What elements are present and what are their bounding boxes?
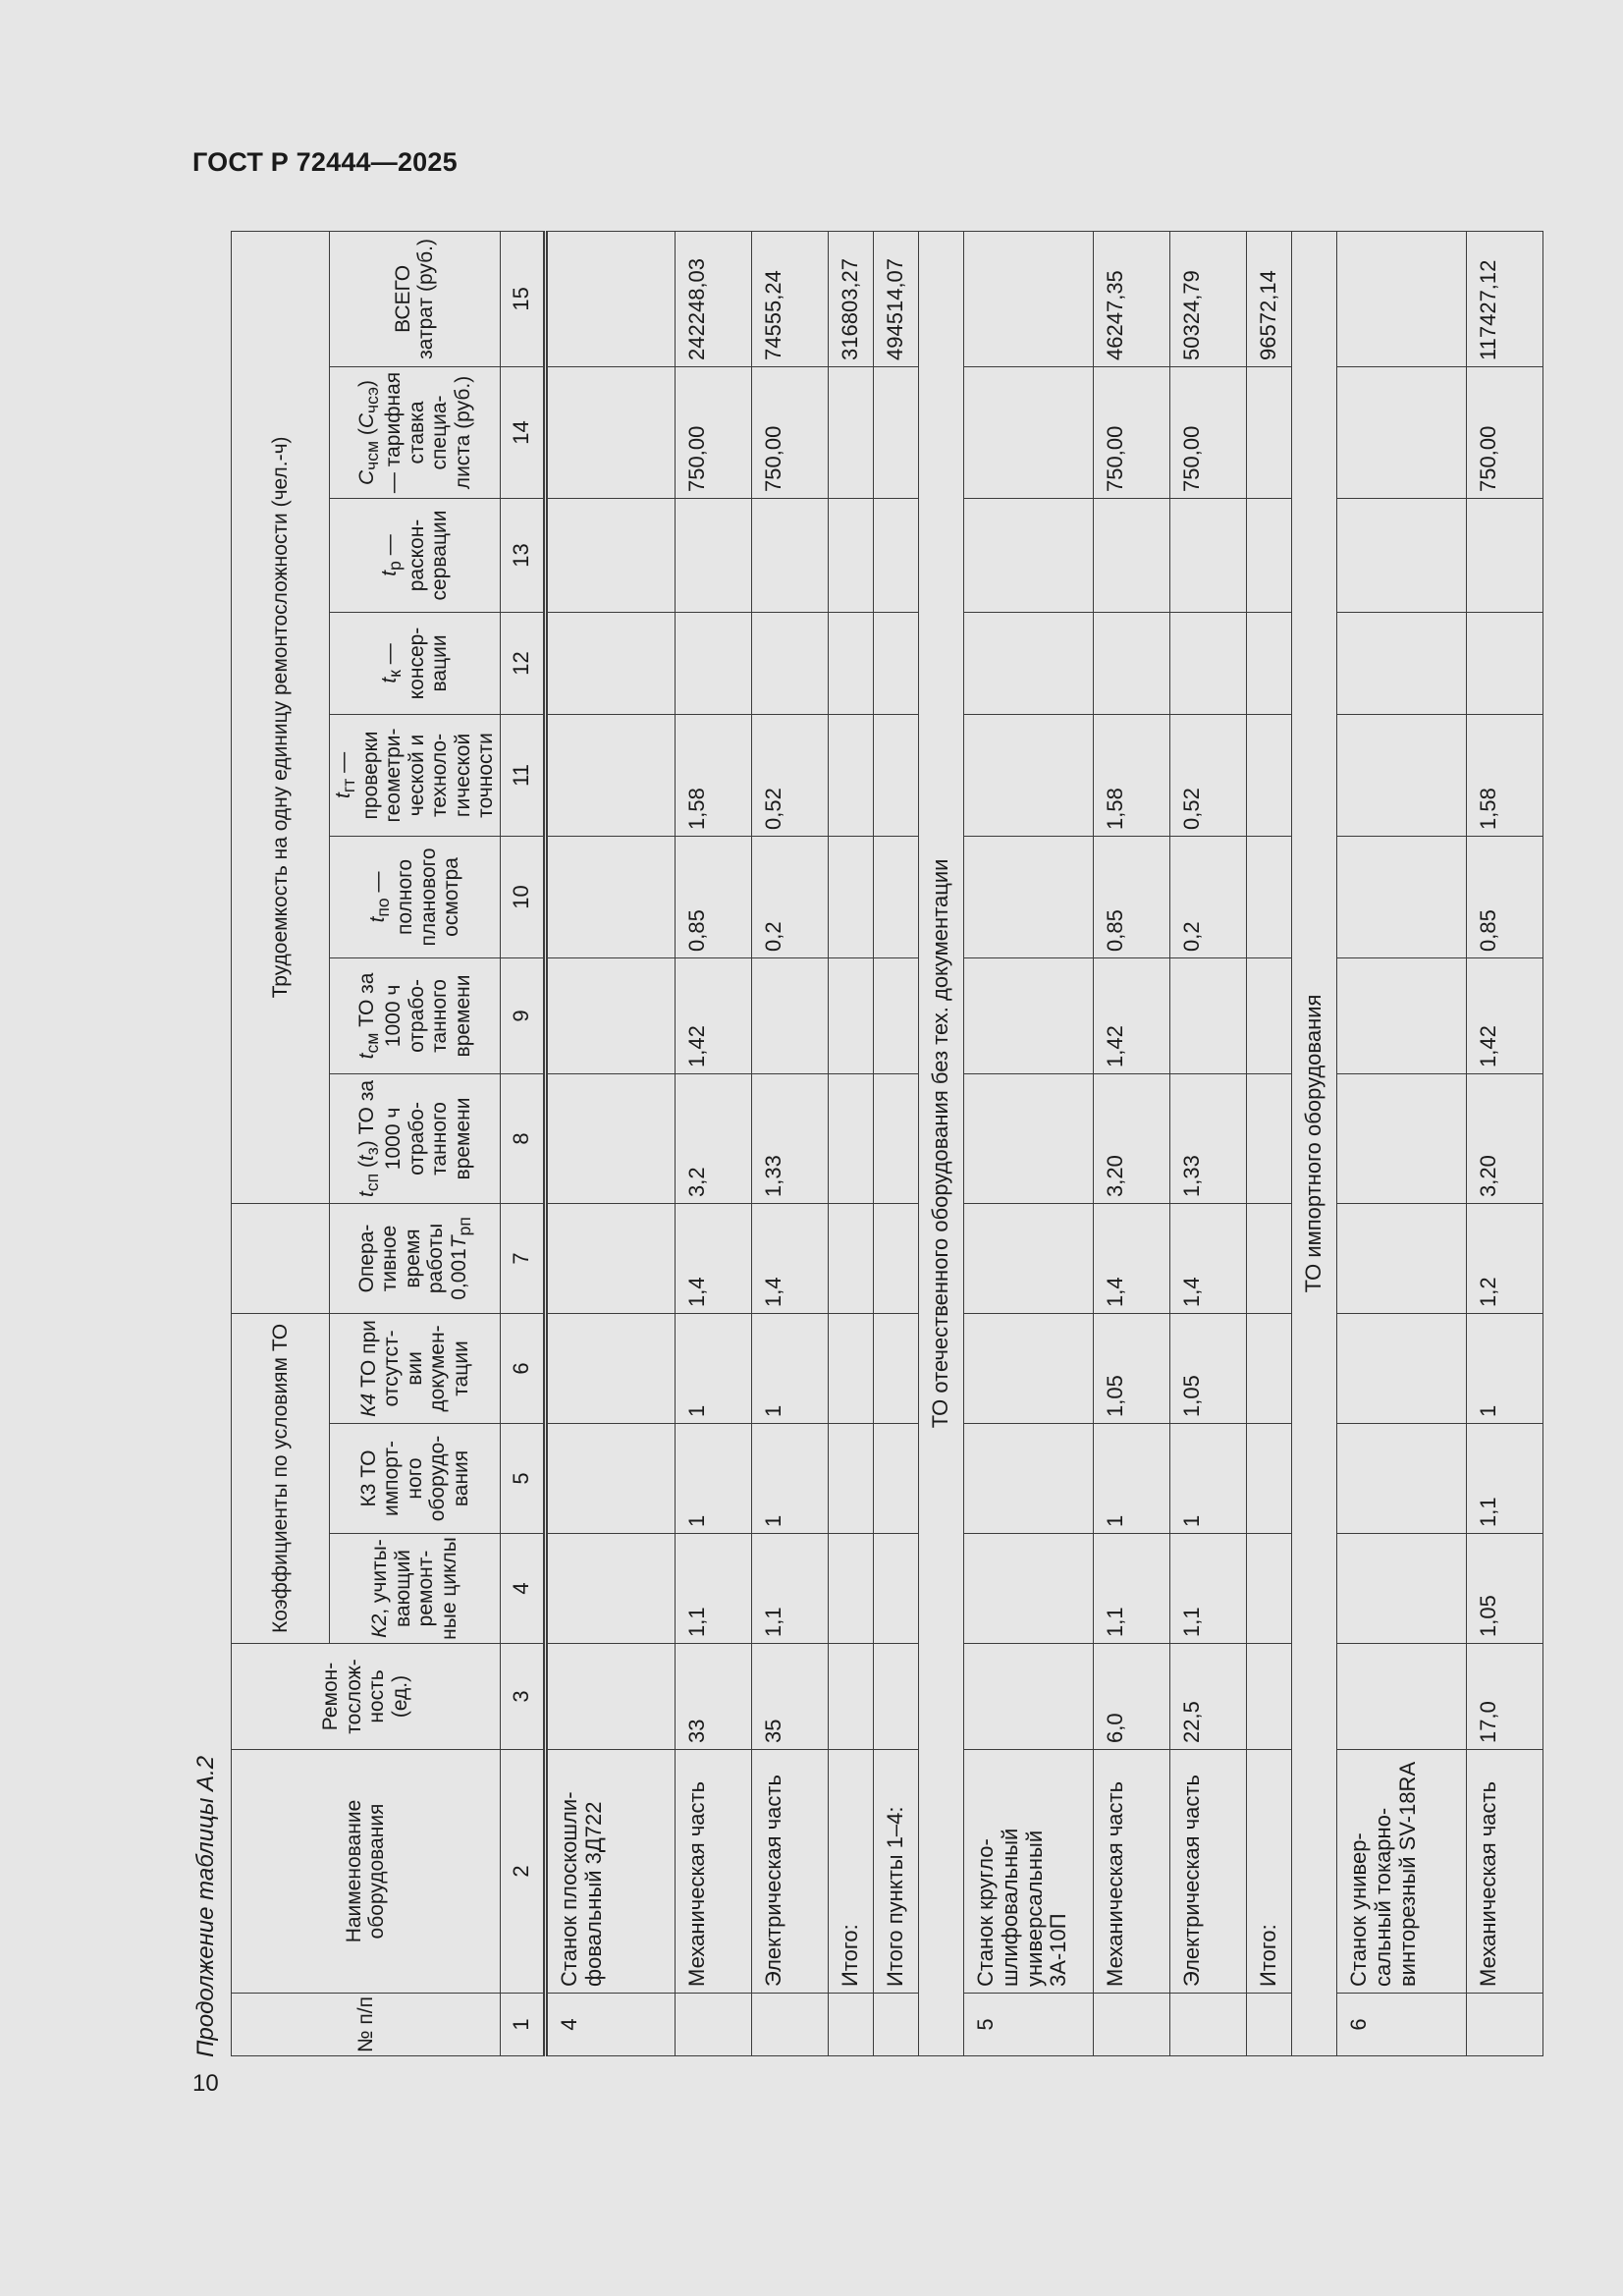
equipment-name: Механическая часть [1093,1750,1169,1994]
value-cell: 494514,07 [873,231,918,366]
table-row [1169,231,1246,2055]
column-number-row [500,231,545,2055]
value-cell [963,1644,1093,1750]
value-cell [963,498,1093,612]
value-cell [675,498,751,612]
value-cell [963,836,1093,957]
value-cell [1093,612,1169,714]
value-cell [963,1534,1093,1644]
value-cell: 6,0 [1093,1644,1169,1750]
header-c14: $С_{чсм}$ $(С_{чсэ})$ — тарифная ставка специа-листа (руб.) [330,366,501,498]
header-c9: $t_{см}$ ТО за 1000 ч отрабо-танного времени [330,957,501,1073]
value-cell: 117427,12 [1466,231,1542,366]
value-cell [1246,366,1291,498]
value-cell [873,366,918,498]
value-cell: 1,05 [1466,1534,1542,1644]
value-cell: 50324,79 [1169,231,1246,366]
value-cell: 750,00 [751,366,828,498]
value-cell [828,1534,873,1644]
value-cell: 1,58 [675,714,751,836]
value-cell [828,957,873,1073]
value-cell [1246,498,1291,612]
value-cell [1336,231,1466,366]
column-number: 3 [500,1644,545,1750]
header-labor-group: Трудоемкость на одну единицу ремонтосложности (чел.-ч) [232,231,330,1203]
value-cell [1246,836,1291,957]
value-cell [873,1644,918,1750]
value-cell [1336,498,1466,612]
value-cell [1169,957,1246,1073]
value-cell: 74555,24 [751,231,828,366]
value-cell [963,1073,1093,1203]
value-cell: 0,85 [1466,836,1542,957]
value-cell [751,957,828,1073]
value-cell [545,1424,675,1534]
header-k3: К3 ТО импорт-ного оборудо-вания [330,1424,501,1534]
rotated-table-container [231,232,1498,2056]
value-cell [1336,957,1466,1073]
value-cell: 22,5 [1169,1644,1246,1750]
row-number [1093,1994,1169,2056]
equipment-name: Станок плоскошли-фовальный 3Д722 [545,1750,675,1994]
value-cell [1336,714,1466,836]
value-cell [828,1424,873,1534]
column-number: 6 [500,1313,545,1423]
value-cell: 1,4 [1093,1203,1169,1313]
value-cell: 17,0 [1466,1644,1542,1750]
value-cell [963,1424,1093,1534]
section-title: ТО импортного оборудования [1291,231,1336,2055]
table-row [1093,231,1169,2055]
value-cell [1169,612,1246,714]
value-cell: 1,58 [1466,714,1542,836]
value-cell [963,1313,1093,1423]
value-cell: 1,1 [1093,1534,1169,1644]
value-cell [963,366,1093,498]
value-cell [1246,1313,1291,1423]
row-number: 6 [1336,1994,1466,2056]
value-cell: 0,52 [751,714,828,836]
column-number: 9 [500,957,545,1073]
value-cell [873,1073,918,1203]
value-cell: 1,42 [1466,957,1542,1073]
value-cell [1246,612,1291,714]
value-cell: 316803,27 [828,231,873,366]
value-cell [1336,366,1466,498]
value-cell: 1 [675,1424,751,1534]
value-cell: 1 [1093,1424,1169,1534]
page-number: 10 [192,2070,219,2097]
row-number [1466,1994,1542,2056]
value-cell: 1,42 [675,957,751,1073]
equipment-name: Станок универ-сальный токарно-винторезный SV-18RA [1336,1750,1466,1994]
value-cell [873,1313,918,1423]
table-row [1466,231,1542,2055]
value-cell [1466,612,1542,714]
column-number: 2 [500,1750,545,1994]
header-c12: $t_к$ — консер-вации [330,612,501,714]
value-cell: 1 [675,1313,751,1423]
value-cell: 3,20 [1093,1073,1169,1203]
value-cell: 0,2 [1169,836,1246,957]
value-cell [545,1203,675,1313]
value-cell: 1,33 [1169,1073,1246,1203]
value-cell [963,714,1093,836]
value-cell [1246,714,1291,836]
value-cell [828,1644,873,1750]
column-number: 1 [500,1994,545,2056]
value-cell: 33 [675,1644,751,1750]
value-cell [873,836,918,957]
value-cell [963,231,1093,366]
value-cell [545,1313,675,1423]
value-cell [963,1203,1093,1313]
value-cell [1246,1534,1291,1644]
value-cell: 1,33 [751,1073,828,1203]
value-cell [545,836,675,957]
value-cell [1336,1203,1466,1313]
value-cell [1336,1534,1466,1644]
header-coefficients-group: Коэффициенты по условиям ТО [232,1313,330,1643]
value-cell [873,714,918,836]
value-cell [545,1073,675,1203]
header-operative-time: Опера-тивное время работы $0,001Т_{рп}$ [330,1203,501,1313]
table-caption: Продолжение таблицы А.2 [192,1755,219,2057]
section-row [918,231,963,2055]
value-cell: 3,20 [1466,1073,1542,1203]
value-cell [545,1534,675,1644]
value-cell: 96572,14 [1246,231,1291,366]
header-c15: ВСЕГО затрат (руб.) [330,231,501,366]
section-row [1291,231,1336,2055]
value-cell: 0,85 [675,836,751,957]
row-number [1169,1994,1246,2056]
value-cell [751,498,828,612]
table-row [545,231,675,2055]
header-complexity: Ремон-тослож-ность (ед.) [232,1644,501,1750]
value-cell: 750,00 [1169,366,1246,498]
value-cell [828,714,873,836]
value-cell: 1 [1466,1313,1542,1423]
value-cell [1246,957,1291,1073]
header-spacer [232,1203,330,1313]
value-cell: 1 [1169,1424,1246,1534]
equipment-name: Итого: [828,1750,873,1994]
column-number: 5 [500,1424,545,1534]
table-row [675,231,751,2055]
value-cell [963,612,1093,714]
table-row [963,231,1093,2055]
value-cell: 242248,03 [675,231,751,366]
value-cell [828,366,873,498]
value-cell [1336,1073,1466,1203]
value-cell [1336,1313,1466,1423]
value-cell: 750,00 [675,366,751,498]
section-title: ТО отечественного оборудования без тех. документации [918,231,963,2055]
value-cell [1246,1203,1291,1313]
value-cell [1246,1644,1291,1750]
value-cell [1336,836,1466,957]
equipment-maintenance-table [231,231,1543,2056]
row-number [873,1994,918,2056]
value-cell: 1,2 [1466,1203,1542,1313]
header-c13: $t_р$ — раскон-сервации [330,498,501,612]
equipment-name: Итого: [1246,1750,1291,1994]
value-cell [1336,612,1466,714]
value-cell: 1,05 [1169,1313,1246,1423]
value-cell: 1,58 [1093,714,1169,836]
value-cell [873,957,918,1073]
value-cell [873,498,918,612]
value-cell [873,1424,918,1534]
value-cell [545,366,675,498]
value-cell [1336,1424,1466,1534]
value-cell [963,957,1093,1073]
value-cell [675,612,751,714]
row-number [828,1994,873,2056]
value-cell: 1,05 [1093,1313,1169,1423]
value-cell: 0,52 [1169,714,1246,836]
table-row [1246,231,1291,2055]
equipment-name: Итого пункты 1–4: [873,1750,918,1994]
value-cell: 1,1 [1169,1534,1246,1644]
value-cell [828,1073,873,1203]
header-num: № п/п [232,1994,501,2056]
document-header: ГОСТ Р 72444—2025 [192,147,458,177]
equipment-name: Механическая часть [675,1750,751,1994]
value-cell [873,612,918,714]
value-cell [828,612,873,714]
equipment-name: Электрическая часть [751,1750,828,1994]
column-number: 10 [500,836,545,957]
value-cell: 750,00 [1093,366,1169,498]
value-cell [1246,1424,1291,1534]
value-cell [545,498,675,612]
row-number: 5 [963,1994,1093,2056]
column-number: 15 [500,231,545,366]
column-number: 14 [500,366,545,498]
table-row [1336,231,1466,2055]
value-cell [545,957,675,1073]
value-cell: 0,2 [751,836,828,957]
column-number: 13 [500,498,545,612]
value-cell [751,612,828,714]
header-name: Наименование оборудования [232,1750,501,1994]
row-number [675,1994,751,2056]
value-cell: 1,4 [1169,1203,1246,1313]
row-number [751,1994,828,2056]
value-cell [828,1203,873,1313]
value-cell [873,1203,918,1313]
row-number [1246,1994,1291,2056]
value-cell: 0,85 [1093,836,1169,957]
value-cell: 1 [751,1424,828,1534]
value-cell: 1,1 [675,1534,751,1644]
value-cell [873,1534,918,1644]
value-cell [828,498,873,612]
value-cell: 1,4 [675,1203,751,1313]
equipment-name: Станок кругло-шлифовальный универсальный 3А-10П [963,1750,1093,1994]
value-cell: 1,1 [1466,1424,1542,1534]
value-cell [545,612,675,714]
value-cell: 1 [751,1313,828,1423]
value-cell [1169,498,1246,612]
header-k2: К2, учиты-вающий ремонт-ные циклы [330,1534,501,1644]
column-number: 11 [500,714,545,836]
value-cell: 35 [751,1644,828,1750]
column-number: 8 [500,1073,545,1203]
value-cell: 1,42 [1093,957,1169,1073]
header-k4: К4 ТО при отсутст-вии докумен-тации [330,1313,501,1423]
value-cell [828,1313,873,1423]
equipment-name: Электрическая часть [1169,1750,1246,1994]
table-body [545,231,1542,2055]
column-number: 7 [500,1203,545,1313]
header-c10: $t_{по}$ — полного планового осмотра [330,836,501,957]
row-number: 4 [545,1994,675,2056]
header-c8: $t_{сп}$ $(t_з)$ ТО за 1000 ч отрабо-танного времени [330,1073,501,1203]
value-cell [545,1644,675,1750]
column-number: 12 [500,612,545,714]
value-cell [1466,498,1542,612]
value-cell: 3,2 [675,1073,751,1203]
table-row [751,231,828,2055]
value-cell [545,231,675,366]
value-cell [1093,498,1169,612]
equipment-name: Механическая часть [1466,1750,1542,1994]
value-cell: 750,00 [1466,366,1542,498]
column-number: 4 [500,1534,545,1644]
value-cell: 1,1 [751,1534,828,1644]
table-row [873,231,918,2055]
value-cell [1336,1644,1466,1750]
value-cell: 46247,35 [1093,231,1169,366]
value-cell [828,836,873,957]
value-cell [545,714,675,836]
header-c11: $t_{гт}$ — проверки геометри-ческой и техноло-гической точности [330,714,501,836]
table-row [828,231,873,2055]
value-cell: 1,4 [751,1203,828,1313]
value-cell [1246,1073,1291,1203]
